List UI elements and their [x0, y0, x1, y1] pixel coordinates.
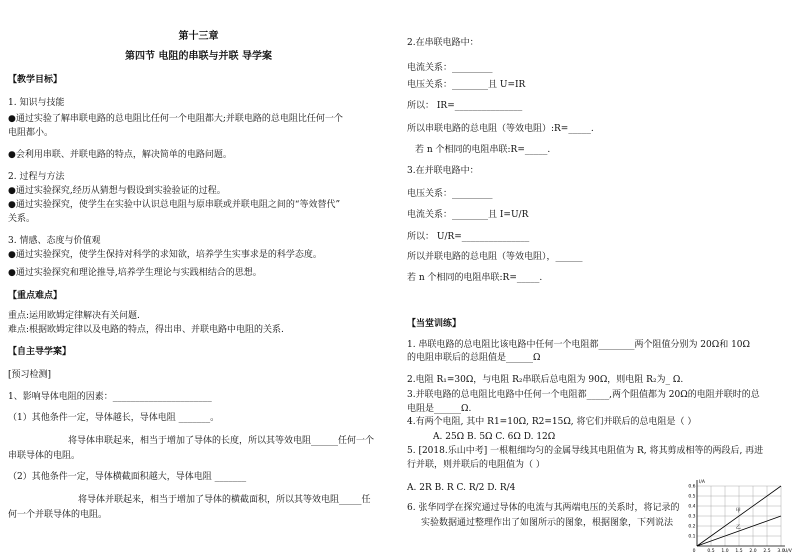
goal2-line-b1: ●通过实验探究，使学生在实验中认识总电阻与原串联或并联电阻之间的“等效替代”	[8, 200, 341, 210]
y-axis-label: I/A	[699, 480, 705, 485]
parallel-n-resistors: 若 n 个相同的电阻串联:R=_____.	[407, 273, 543, 283]
question-1-2: （2）其他条件一定，导体横截面积越大，导体电阻 _______	[8, 472, 247, 482]
series-label: 甲	[735, 508, 741, 514]
question-1-1: （1）其他条件一定，导体越长，导体电阻 _______。	[8, 413, 220, 423]
y-tick-label: 0.4	[688, 504, 696, 510]
series-so: 所以： IR=_______________	[407, 101, 523, 111]
y-tick-label: 0.2	[688, 524, 696, 530]
chapter-title: 第十三章	[178, 31, 219, 42]
goal2-line-b2: 关系。	[8, 214, 36, 224]
question-1-2-a: 将导体并联起来，相当于增加了导体的横截面积，所以其等效电阻_____任	[78, 495, 371, 505]
training-heading: 【当堂训练】	[407, 319, 462, 329]
goal3-line-b: ●通过实验探究和理论推导,培养学生理论与实践相结合的思想。	[8, 268, 262, 278]
parallel-so: 所以： U/R=_______________	[407, 232, 530, 242]
problem-6-a: 6. 张华同学在探究通过导体的电流与其两端电压的关系时，将记录的	[407, 503, 680, 513]
preview-label: [预习检测]	[8, 370, 52, 380]
parallel-total: 所以并联电路的总电阻（等效电阻），______	[407, 252, 583, 262]
x-tick-label: 1.0	[721, 549, 729, 554]
goal2-title: 2. 过程与方法	[8, 172, 65, 182]
goal3-line-a: ●通过实验探究，使学生保持对科学的求知欲，培养学生实事求是的科学态度。	[8, 250, 322, 260]
goal2-line-a: ●通过实验探究,经历从猜想与假设到实验验证的过程。	[8, 186, 226, 196]
series-n-resistors: 若 n 个相同的电阻串联:R=_____.	[415, 145, 551, 155]
self-study-heading: 【自主导学案】	[8, 347, 72, 357]
y-tick-label: 0.1	[688, 534, 696, 540]
key-focus: 重点:运用欧姆定律解决有关问题.	[8, 311, 140, 321]
x-tick-label: 0.5	[707, 549, 715, 554]
series-total: 所以串联电路的总电阻（等效电阻）:R=_____.	[407, 124, 594, 134]
x-tick-label: 3.0	[777, 549, 785, 554]
goal1-line-b: ●会利用串联、并联电路的特点，解决简单的电路问题。	[8, 150, 232, 160]
problem-1-b: 的电阻串联后的总阻值是______Ω	[407, 353, 541, 363]
problem-2: 2.电阻 R₁=30Ω，与电阻 R₂串联后总电阻为 90Ω，则电阻 R₂为_ Ω.	[407, 375, 684, 385]
key-difficulty: 难点:根据欧姆定律以及电路的特点，得出串、并联电路中电阻的关系.	[8, 325, 284, 335]
iu-graph	[685, 478, 792, 554]
problem-6-b: 实验数据通过整理作出了如图所示的图象，根据图象，下列说法	[421, 518, 674, 528]
x-tick-label: 1.5	[735, 549, 743, 554]
question-1: 1、影响导体电阻的因素：______________________	[8, 392, 212, 402]
problem-5-b: 行并联，则并联后的电阻值为（ ）	[407, 460, 545, 470]
goals-heading: 【教学目标】	[8, 75, 63, 85]
problem-3-a: 3.并联电路的总电阻比电路中任何一个电阻都_____,两个阻值都为 20Ω的电阻并联时的总	[407, 390, 760, 400]
goal3-title: 3. 情感、态度与价值观	[8, 236, 101, 246]
y-tick-label: 0.6	[688, 484, 696, 490]
problem-5-options: A. 2R B. R C. R/2 D. R/4	[407, 483, 516, 493]
series-heading: 2.在串联电路中：	[407, 38, 479, 48]
question-1-1-b: 串联导体的电阻。	[8, 451, 81, 461]
y-tick-label: 0.3	[688, 514, 696, 520]
parallel-heading: 3.在并联电路中：	[407, 166, 479, 176]
section-title: 第四节 电阻的串联与并联 导学案	[125, 51, 272, 62]
origin-label: 0	[692, 549, 696, 554]
goal1-title: 1. 知识与技能	[8, 98, 65, 108]
problem-5-a: 5. [2018.乐山中考] 一根粗细均匀的金属导线其电阻值为 R, 将其剪成相等的两段后, 再进	[407, 446, 764, 456]
parallel-current: 电流关系：________且 I=U/R	[407, 210, 529, 220]
problem-4: 4.有两个电阻, 其中 R1=10Ω, R2=15Ω, 将它们并联后的总电阻是（ ）	[407, 417, 697, 427]
problem-3-b: 电阻是______Ω.	[407, 404, 472, 414]
x-tick-label: 2.0	[749, 549, 757, 554]
goal1-line-a2: 电阻都小。	[8, 128, 54, 138]
x-axis-label: U/V	[784, 549, 792, 554]
question-1-1-a: 将导体串联起来，相当于增加了导体的长度，所以其等效电阻______任何一个	[68, 436, 375, 446]
goal1-line-a1: ●通过实验了解串联电路的总电阻比任何一个电阻都大;并联电路的总电阻比任何一个	[8, 114, 343, 124]
x-tick-label: 2.5	[763, 549, 771, 554]
series-current: 电流关系：_________	[407, 63, 493, 73]
key-heading: 【重点难点】	[8, 291, 63, 301]
question-1-2-b: 何一个并联导体的电阻。	[8, 510, 108, 520]
y-tick-label: 0.5	[688, 494, 696, 500]
problem-4-options: A. 25Ω B. 5Ω C. 6Ω D. 12Ω	[433, 432, 556, 442]
series-label: 乙	[735, 524, 741, 531]
problem-1-a: 1. 串联电路的总电阻比该电路中任何一个电阻都________两个阻值分别为 20Ω和 10Ω	[407, 340, 750, 350]
series-voltage: 电压关系：________且 U=IR	[407, 80, 526, 90]
parallel-voltage: 电压关系：_________	[407, 189, 493, 199]
